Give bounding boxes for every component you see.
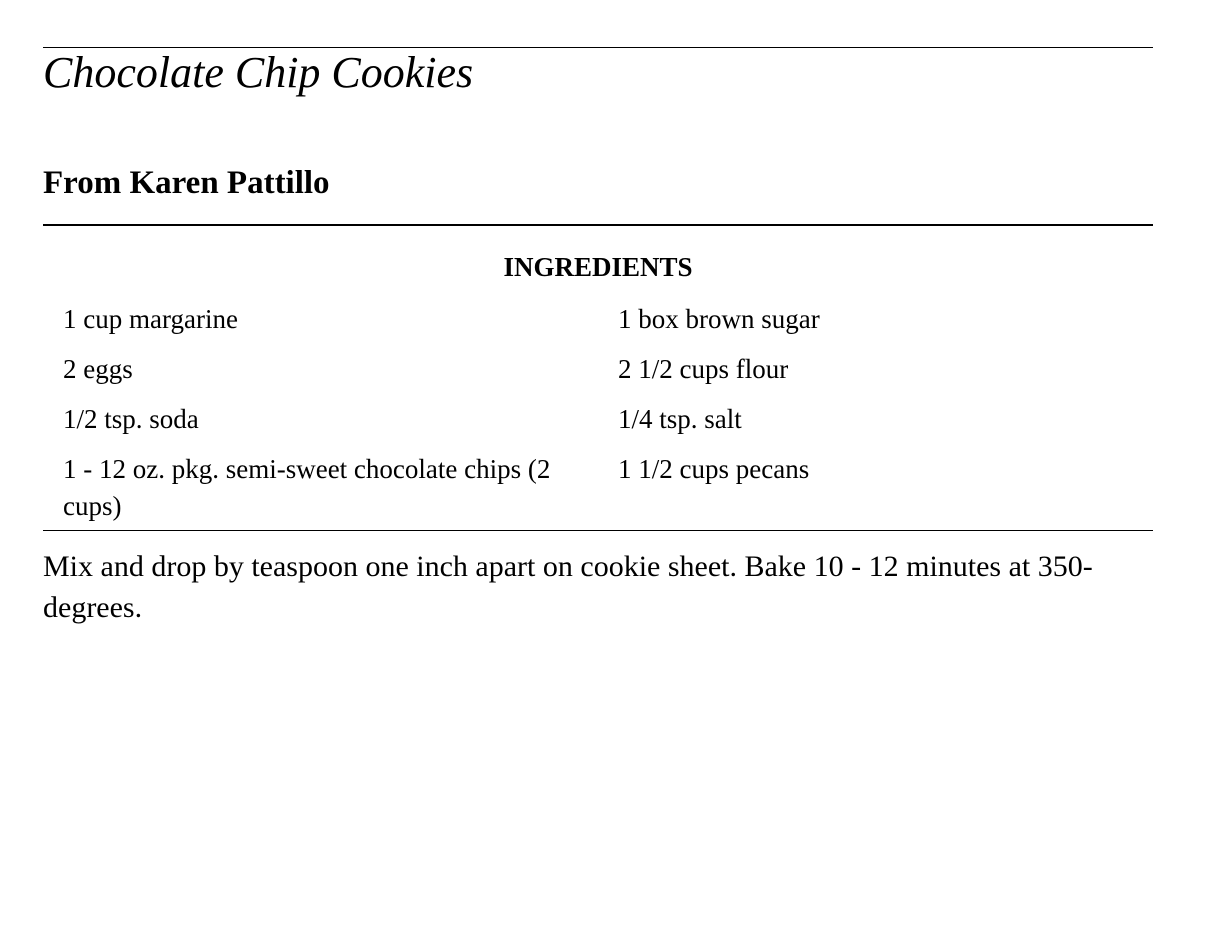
ingredients-divider bbox=[43, 530, 1153, 531]
ingredient-item: 1/4 tsp. salt bbox=[618, 404, 742, 434]
recipe-page bbox=[43, 47, 1153, 624]
ingredient-item: 1 - 12 oz. pkg. semi-sweet chocolate chips (2 cups) bbox=[63, 454, 551, 521]
recipe-title: Chocolate Chip Cookies bbox=[43, 48, 474, 97]
author-divider bbox=[43, 224, 1153, 226]
ingredient-item: 1 1/2 cups pecans bbox=[618, 454, 810, 484]
ingredients-list bbox=[43, 301, 1153, 525]
recipe-author: From Karen Pattillo bbox=[43, 165, 330, 201]
ingredients-heading: INGREDIENTS bbox=[503, 252, 693, 282]
ingredient-item: 1/2 tsp. soda bbox=[63, 404, 199, 434]
ingredient-item: 1 cup margarine bbox=[63, 304, 238, 334]
recipe-directions: Mix and drop by teaspoon one inch apart on cookie sheet. Bake 10 - 12 minutes at 350-degrees. bbox=[43, 550, 1093, 624]
ingredients-section bbox=[43, 250, 1153, 525]
ingredient-item: 2 1/2 cups flour bbox=[618, 354, 789, 384]
ingredient-item: 1 box brown sugar bbox=[618, 304, 820, 334]
ingredient-item: 2 eggs bbox=[63, 354, 133, 384]
